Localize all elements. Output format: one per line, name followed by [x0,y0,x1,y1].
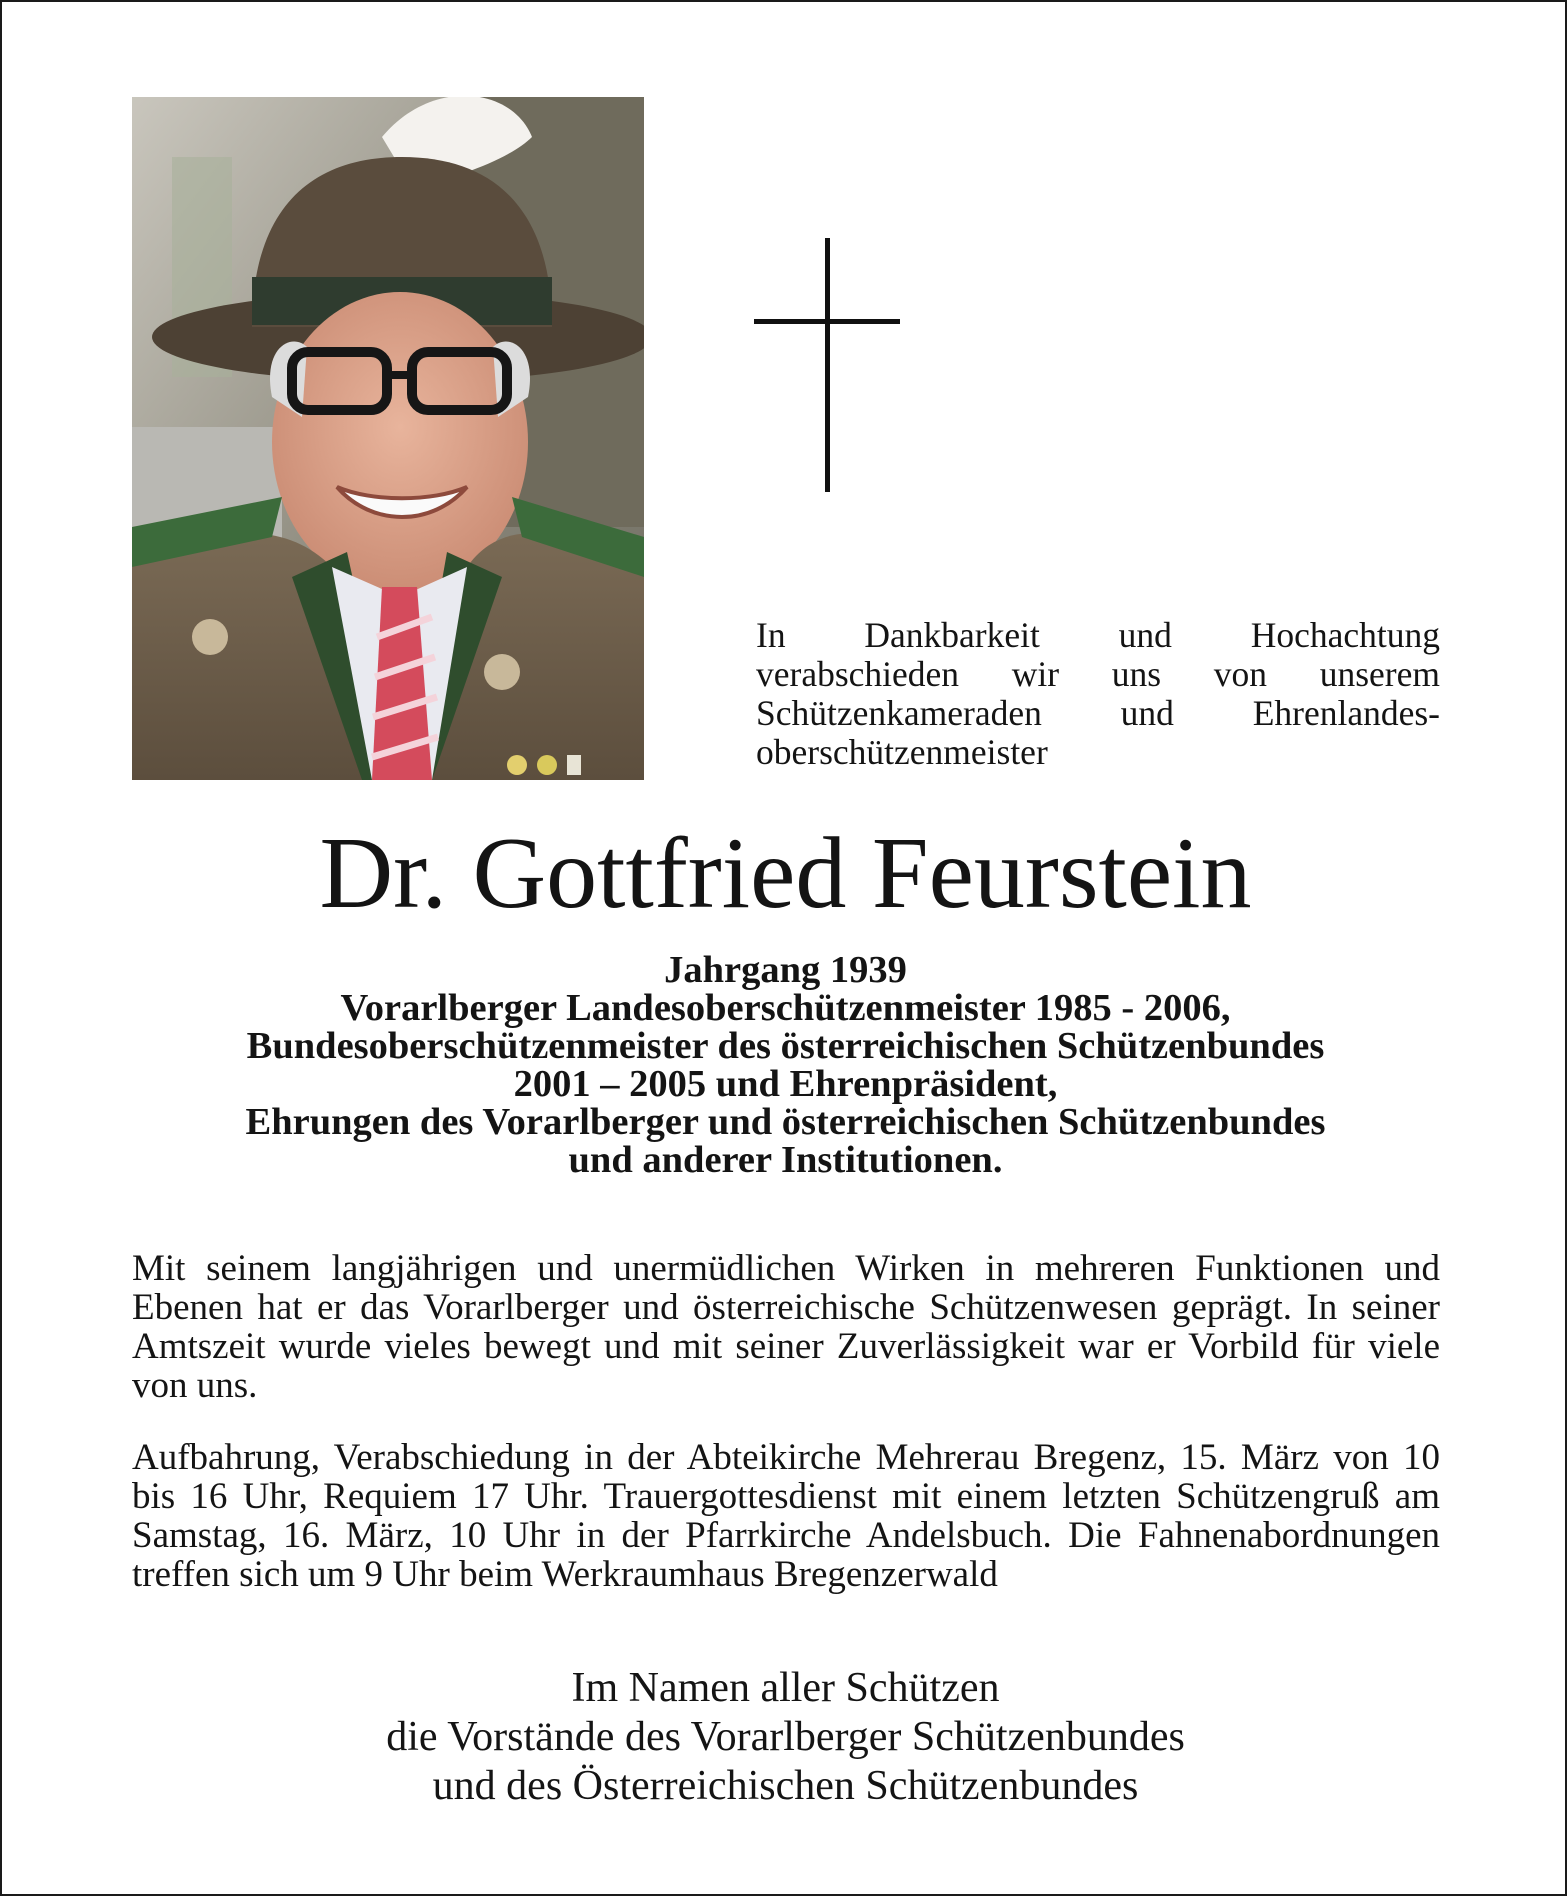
role-line: Vorarlberger Landesoberschützenmeister 1985 - 2006, [340,987,1231,1029]
role-line: Bundesoberschützenmeister des österreichischen Schützenbundes [246,1025,1325,1067]
signoff-line: die Vorstände des Vorarlberger Schützenbundes [386,1714,1185,1760]
intro-text: In Dankbarkeit und Hochachtung verabschieden wir uns von unserem Schützenkameraden und Ehrenlandesoberschützenmeister [756,615,1440,772]
signoff-line: Im Namen aller Schützen [571,1665,1000,1711]
roles-list [102,951,1469,1179]
cross-icon [754,238,900,492]
tribute-paragraph: Mit seinem langjährigen und unermüdlichen Wirken in mehreren Funktionen und Ebenen hat er das Vorarlberger und österreichische Schützenwesen geprägt. In seiner Amtszeit wurde vieles bewegt und mit seiner Zuverlässigkeit war er Vorbild für viele von uns. [132,1248,1440,1406]
role-line: Jahrgang 1939 [664,949,907,991]
portrait-illustration [132,97,644,780]
funeral-paragraph: Aufbahrung, Verabschiedung in der Abteikirche Mehrerau Bregenz, 15. März von 10 bis 16 Uhr, Requiem 17 Uhr. Trauergottesdienst mit einem letzten Schützengruß am Samstag, 16. März, 10 Uhr in der Pfarrkirche Andelsbuch. Die Fahnenabordnungen treffen sich um 9 Uhr beim Werkraumhaus Bregenzerwald [132,1437,1440,1595]
signoff-line: und des Österreichischen Schützenbundes [432,1763,1139,1809]
role-line: Ehrungen des Vorarlberger und österreichischen Schützenbundes [245,1101,1326,1143]
role-line: und anderer Institutionen. [568,1139,1003,1181]
role-line: 2001 – 2005 und Ehrenpräsident, [513,1063,1058,1105]
signoff [2,1664,1567,1811]
portrait-photo [132,97,644,780]
deceased-name: Dr. Gottfried Feurstein [319,817,1252,930]
